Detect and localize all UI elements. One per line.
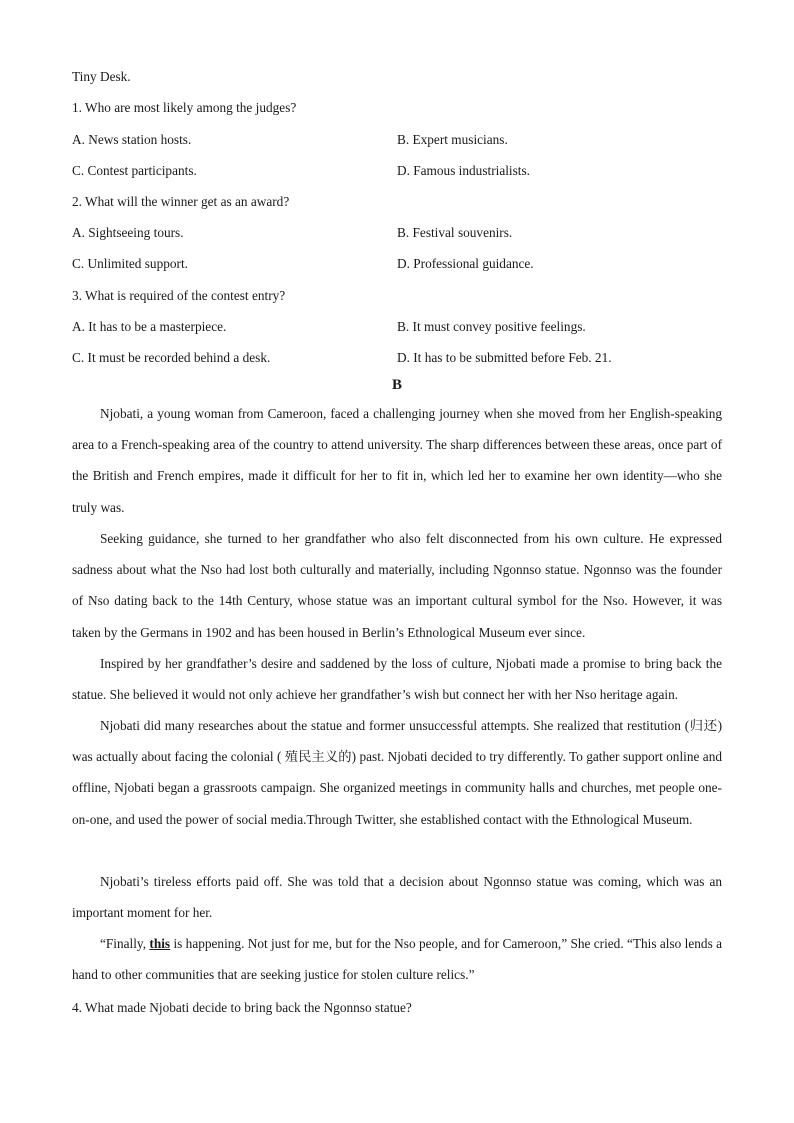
question-3-stem: 3. What is required of the contest entry? xyxy=(72,288,286,303)
quote-after: is happening. Not just for me, but for the Nso people, and for Cameroon,” She cried. “This also lends a hand to other communities that are seeking justice for stolen culture relics.” xyxy=(72,936,722,983)
question-3-option-d: D. It has to be submitted before Feb. 21. xyxy=(397,350,612,365)
paragraph-5: Njobati’s tireless efforts paid off. She was told that a decision about Ngonnso statue was coming, which was an important moment for her. xyxy=(72,874,722,921)
section-heading: B xyxy=(391,377,402,393)
question-2-option-b: B. Festival souvenirs. xyxy=(397,225,513,240)
paragraph-1: Njobati, a young woman from Cameroon, faced a challenging journey when she moved from her English-speaking area to a French-speaking area of the country to attend university. The sharp differences between these areas, once part of the British and French empires, made it difficult for her to fit in, which led her to examine her own identity—who she truly was. xyxy=(72,406,722,515)
paragraph-3: Inspired by her grandfather’s desire and saddened by the loss of culture, Njobati made a promise to bring back the statue. She believed it would not only achieve her grandfather’s wish but connect her with her Nso heritage again. xyxy=(72,656,722,703)
question-2-option-d: D. Professional guidance. xyxy=(397,256,534,271)
paragraph-4: Njobati did many researches about the statue and former unsuccessful attempts. She realized that restitution (归还) was actually about facing the colonial ( 殖民主义的) past. Njobati decided to try differently. To gather support online and offline, Njobati began a grassroots campaign. She organized meetings in community halls and churches, met people one-on-one, and used the power of social media.Through Twitter, she established contact with the Ethnological Museum. xyxy=(72,718,722,827)
question-3-option-b: B. It must convey positive feelings. xyxy=(397,319,586,334)
paragraph-2: Seeking guidance, she turned to her grandfather who also felt disconnected from his own culture. He expressed sadness about what the Nso had lost both culturally and materially, including Ngonnso statue. Ngonnso was the founder of Nso dating back to the 14th Century, whose statue was an important cultural symbol for the Nso. However, it was taken by the Germans in 1902 and has been housed in Berlin’s Ethnological Museum ever since. xyxy=(72,531,722,640)
quote-before: “Finally, xyxy=(100,936,150,951)
question-2-stem: 2. What will the winner get as an award? xyxy=(72,194,290,209)
question-2-option-a: A. Sightseeing tours. xyxy=(72,225,184,240)
question-1-stem: 1. Who are most likely among the judges? xyxy=(72,100,297,115)
question-1-option-d: D. Famous industrialists. xyxy=(397,163,530,178)
question-3-option-c: C. It must be recorded behind a desk. xyxy=(72,350,271,365)
underlined-word: this xyxy=(149,936,171,951)
question-1-option-b: B. Expert musicians. xyxy=(397,132,508,147)
question-2-option-c: C. Unlimited support. xyxy=(72,256,188,271)
top-fragment: Tiny Desk. xyxy=(72,69,131,84)
paragraph-6 xyxy=(72,928,722,990)
question-4-stem: 4. What made Njobati decide to bring back the Ngonnso statue? xyxy=(72,1000,412,1015)
question-1-option-c: C. Contest participants. xyxy=(72,163,197,178)
question-3-option-a: A. It has to be a masterpiece. xyxy=(72,319,227,334)
question-1-option-a: A. News station hosts. xyxy=(72,132,192,147)
